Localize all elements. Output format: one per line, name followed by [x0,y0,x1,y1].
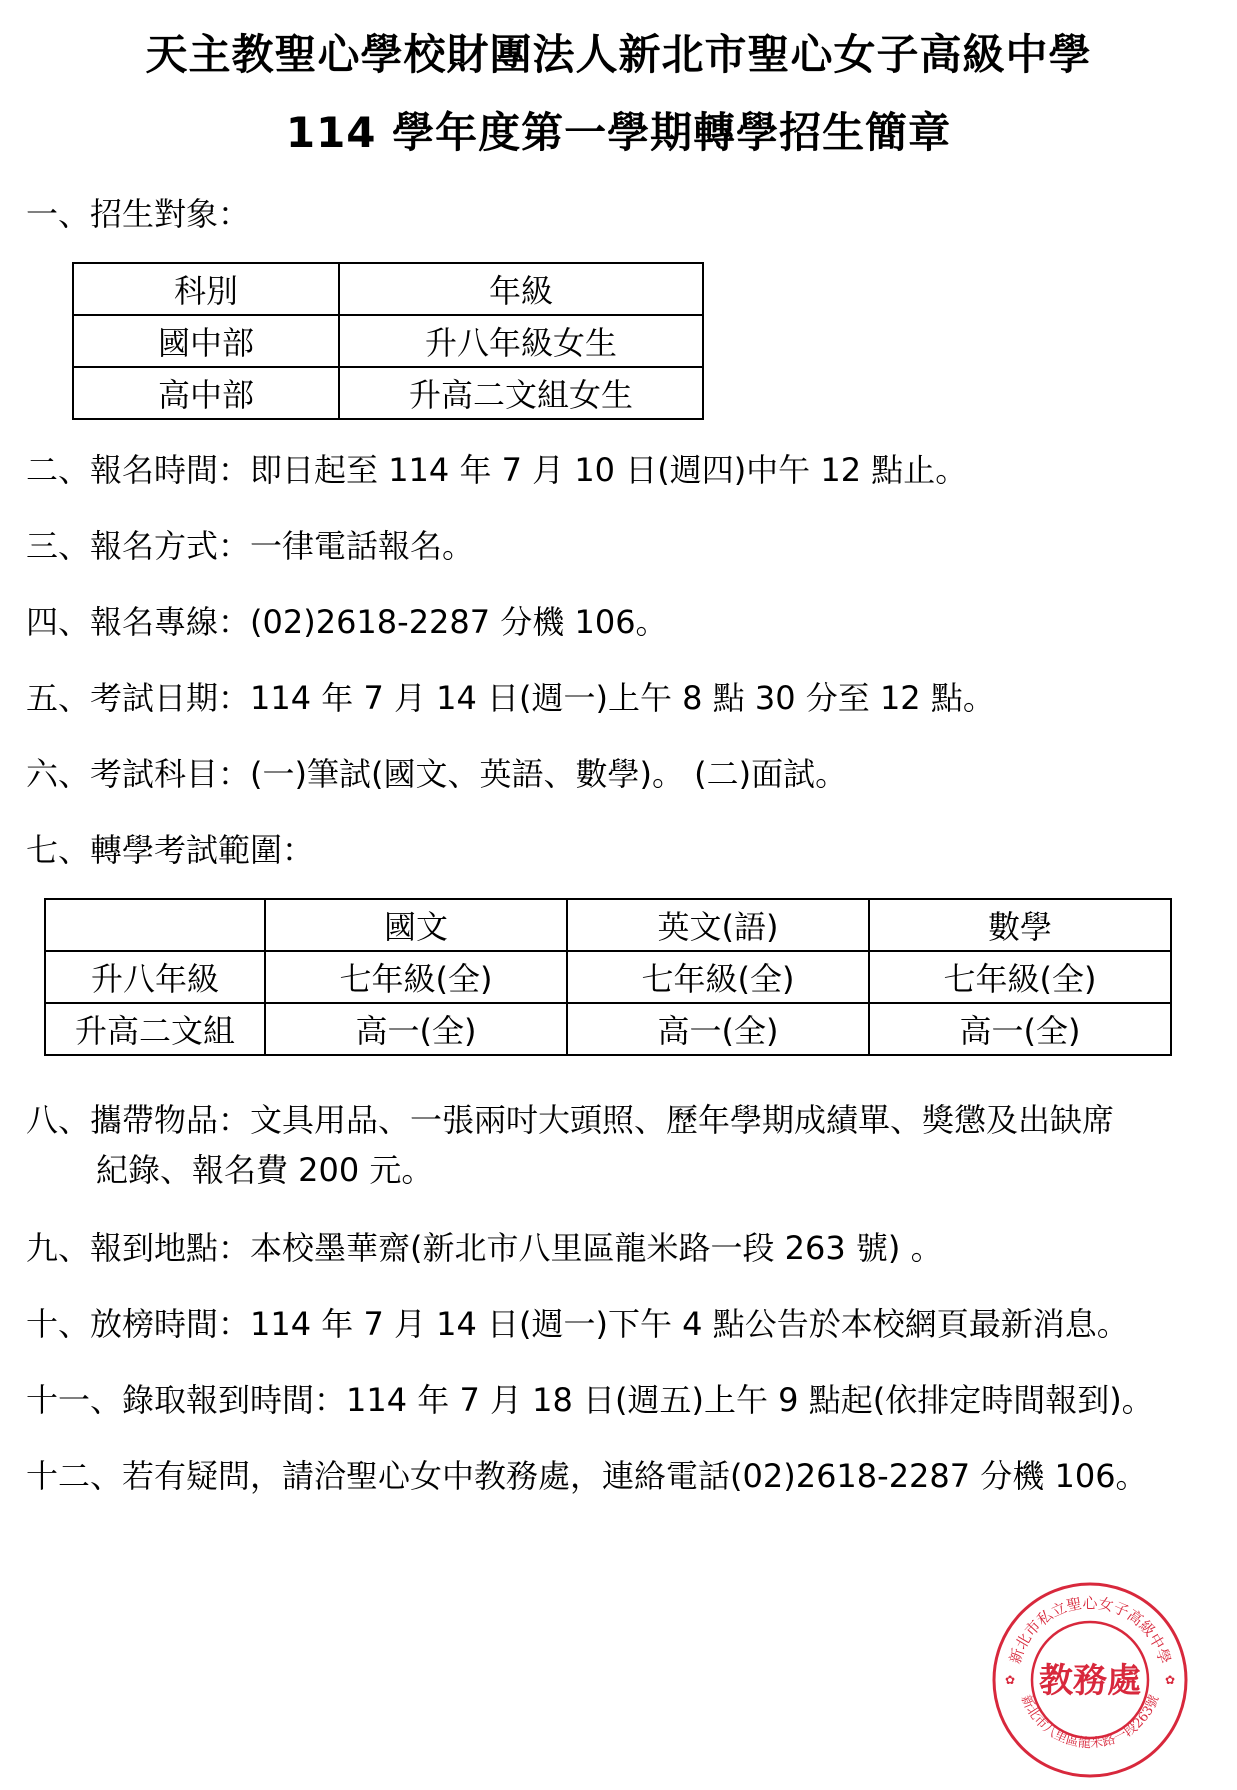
flower-icon: ✿ [1164,1673,1176,1687]
flower-icon: ✿ [1004,1673,1016,1687]
table-header-cell: 數學 [869,899,1171,951]
section-1 [26,186,1216,242]
section-number: 九、 [26,1229,91,1267]
section-5 [26,670,1216,726]
section-text: 報名方式：一律電話報名。 [90,527,475,565]
official-seal-stamp [990,1580,1190,1780]
table-cell: 七年級(全) [869,951,1171,1003]
enrollment-table [72,262,704,420]
section-number: 七、 [26,831,91,869]
section-6 [26,746,1216,802]
exam-scope-table [44,898,1172,1056]
section-text: 放榜時間：114 年 7 月 14 日(週一)下午 4 點公告於本校網頁最新消息。 [90,1305,1129,1343]
table-cell: 七年級(全) [265,951,567,1003]
section-number: 三、 [26,527,91,565]
section-number: 一、 [26,195,91,233]
school-name-title: 天主教聖心學校財團法人新北市聖心女子高級中學 [145,30,1092,79]
table-header-row [73,263,703,315]
table-cell: 升八年級 [45,951,265,1003]
section-number: 二、 [26,451,91,489]
section-text: 攜帶物品：文具用品、一張兩吋大頭照、歷年學期成績單、獎懲及出缺席 [90,1101,1115,1139]
section-4 [26,594,1216,650]
table-header-cell: 國文 [265,899,567,951]
section-text: 考試科目：(一)筆試(國文、英語、數學)。 (二)面試。 [90,755,848,793]
section-number: 十二、 [26,1457,123,1495]
table-header-cell: 年級 [339,263,703,315]
table-row [45,951,1171,1003]
section-7 [26,822,1216,878]
table-cell: 高一(全) [567,1003,869,1055]
section-9 [26,1220,1216,1276]
section-12 [26,1448,1216,1504]
section-3 [26,518,1216,574]
table-row [73,367,703,419]
table-cell: 升高二文組女生 [339,367,703,419]
section-number: 五、 [26,679,91,717]
section-text: 紀錄、報名費 200 元。 [96,1151,434,1189]
section-text: 報名時間：即日起至 114 年 7 月 10 日(週四)中午 12 點止。 [90,451,968,489]
table-cell: 高一(全) [869,1003,1171,1055]
seal-ring-text: 新北市私立聖心女子高級中學 [1005,1594,1175,1666]
section-number: 十、 [26,1305,91,1343]
section-text: 考試日期：114 年 7 月 14 日(週一)上午 8 點 30 分至 12 點。 [90,679,995,717]
section-11 [26,1372,1216,1428]
section-8 [26,1092,1216,1148]
section-number: 四、 [26,603,91,641]
section-number: 十一、 [26,1381,123,1419]
section-text: 錄取報到時間：114 年 7 月 18 日(週五)上午 9 點起(依排定時間報到)。 [122,1381,1154,1419]
section-text: 報名專線：(02)2618-2287 分機 106。 [90,603,668,641]
section-8-continued [26,1142,1237,1198]
section-2 [26,442,1216,498]
seal-center-text: 教務處 [1039,1661,1141,1701]
table-header-cell: 科別 [73,263,339,315]
seal-ring-text-bottom: 新北市八里區龍米路一段263號 [1017,1693,1163,1752]
document-title: 114 學年度第一學期轉學招生簡章 [285,108,952,157]
table-cell: 國中部 [73,315,339,367]
table-cell: 升高二文組 [45,1003,265,1055]
section-number: 八、 [26,1101,91,1139]
section-text: 報到地點：本校墨華齋(新北市八里區龍米路一段 263 號) 。 [90,1229,943,1267]
table-header-row [45,899,1171,951]
table-row [73,315,703,367]
table-header-cell: 英文(語) [567,899,869,951]
table-cell: 升八年級女生 [339,315,703,367]
section-text: 招生對象： [90,195,251,233]
section-text: 若有疑問，請洽聖心女中教務處，連絡電話(02)2618-2287 分機 106。 [122,1457,1148,1495]
table-row [45,1003,1171,1055]
section-number: 六、 [26,755,91,793]
table-cell: 七年級(全) [567,951,869,1003]
section-10 [26,1296,1216,1352]
table-cell: 高一(全) [265,1003,567,1055]
section-text: 轉學考試範圍： [90,831,315,869]
table-header-cell [45,899,265,951]
table-cell: 高中部 [73,367,339,419]
